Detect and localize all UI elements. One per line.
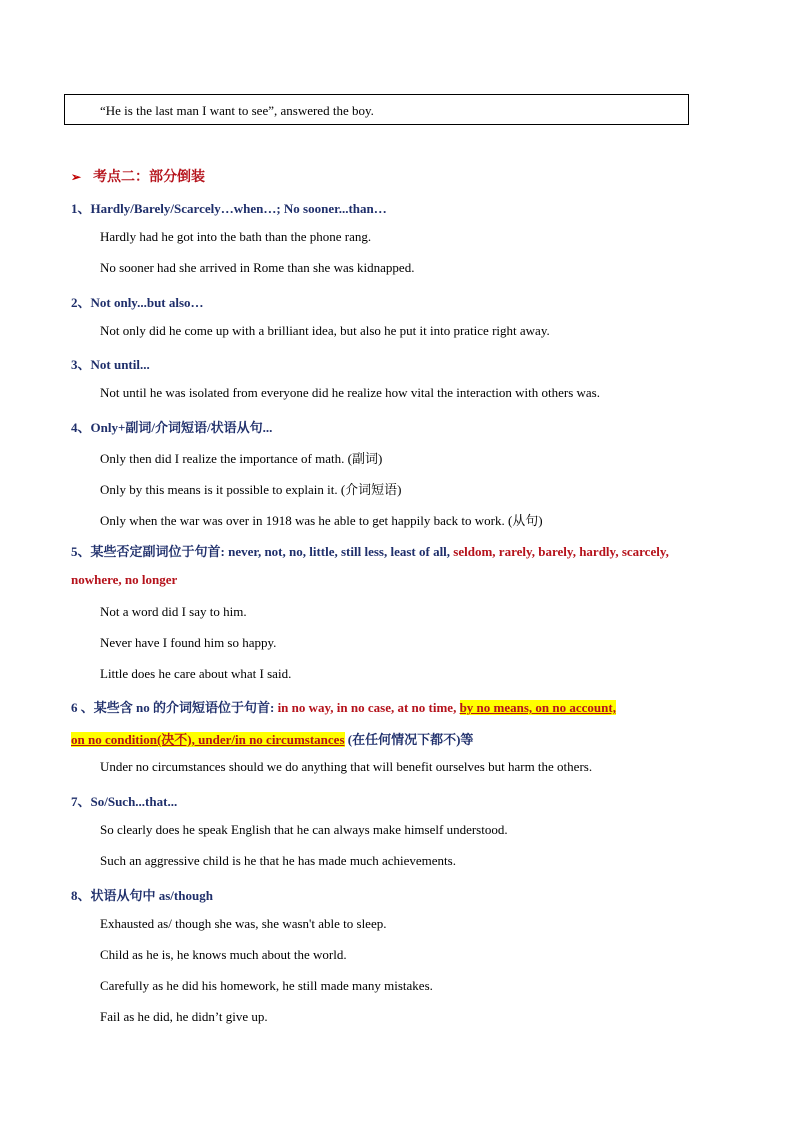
example-2a: Not only did he come up with a brilliant idea, but also he put it into pratice right away. (100, 323, 550, 338)
quote-text: “He is the last man I want to see”, answered the boy. (100, 103, 374, 118)
example-1b: No sooner had she arrived in Rome than she was kidnapped. (100, 260, 415, 275)
example-4c: Only when the war was over in 1918 was he able to get happily back to work. (从句) (100, 513, 543, 528)
heading-6 (71, 697, 616, 716)
heading-6-highlight-cont: on no condition(决不), under/in no circumstances (71, 732, 345, 747)
heading-2: 2、Not only...but also… (71, 295, 204, 310)
heading-5-navy-words: never, not, no, little, still less, least of all, (228, 544, 454, 559)
heading-7: 7、So/Such...that... (71, 794, 178, 809)
heading-6-red-words: in no way, in no case, at no time, (277, 700, 460, 715)
heading-6-suffix: (在任何情况下都不)等 (344, 732, 474, 747)
heading-6-prefix: 6 、某些含 no 的介词短语位于句首: (71, 700, 278, 715)
heading-1: 1、Hardly/Barely/Scarcely…when…; No sooner...than… (71, 201, 387, 216)
example-1a: Hardly had he got into the bath than the phone rang. (100, 229, 372, 244)
example-5b: Never have I found him so happy. (100, 635, 277, 650)
heading-5-red-words: seldom, rarely, barely, hardly, scarcely, (453, 544, 669, 559)
example-4b: Only by this means is it possible to explain it. (介词短语) (100, 482, 402, 497)
example-5a: Not a word did I say to him. (100, 604, 247, 619)
heading-6-highlight: by no means, on no account, (459, 700, 616, 715)
example-6a: Under no circumstances should we do anything that will benefit ourselves but harm the others. (100, 759, 593, 774)
arrow-icon: ➢ (71, 170, 82, 184)
heading-5-prefix: 5、某些否定副词位于句首: (71, 544, 229, 559)
heading-3: 3、Not until... (71, 357, 150, 372)
example-8b: Child as he is, he knows much about the world. (100, 947, 347, 962)
example-4a: Only then did I realize the importance of math. (副词) (100, 451, 383, 466)
example-5c: Little does he care about what I said. (100, 666, 292, 681)
example-7b: Such an aggressive child is he that he has made much achievements. (100, 853, 456, 868)
example-7a: So clearly does he speak English that he can always make himself understood. (100, 822, 508, 837)
quote-box (64, 94, 689, 125)
heading-4: 4、Only+副词/介词短语/状语从句... (71, 420, 273, 435)
heading-6-cont (71, 729, 473, 748)
heading-5 (71, 541, 669, 560)
example-8a: Exhausted as/ though she was, she wasn't able to sleep. (100, 916, 387, 931)
heading-5-cont: nowhere, no longer (71, 572, 178, 587)
example-8d: Fail as he did, he didn’t give up. (100, 1009, 268, 1024)
section-heading (71, 166, 205, 186)
example-8c: Carefully as he did his homework, he still made many mistakes. (100, 978, 433, 993)
section-title: 考点二：部分倒装 (93, 170, 206, 185)
example-3a: Not until he was isolated from everyone did he realize how vital the interaction with others was. (100, 385, 600, 400)
heading-8: 8、状语从句中 as/though (71, 888, 213, 903)
